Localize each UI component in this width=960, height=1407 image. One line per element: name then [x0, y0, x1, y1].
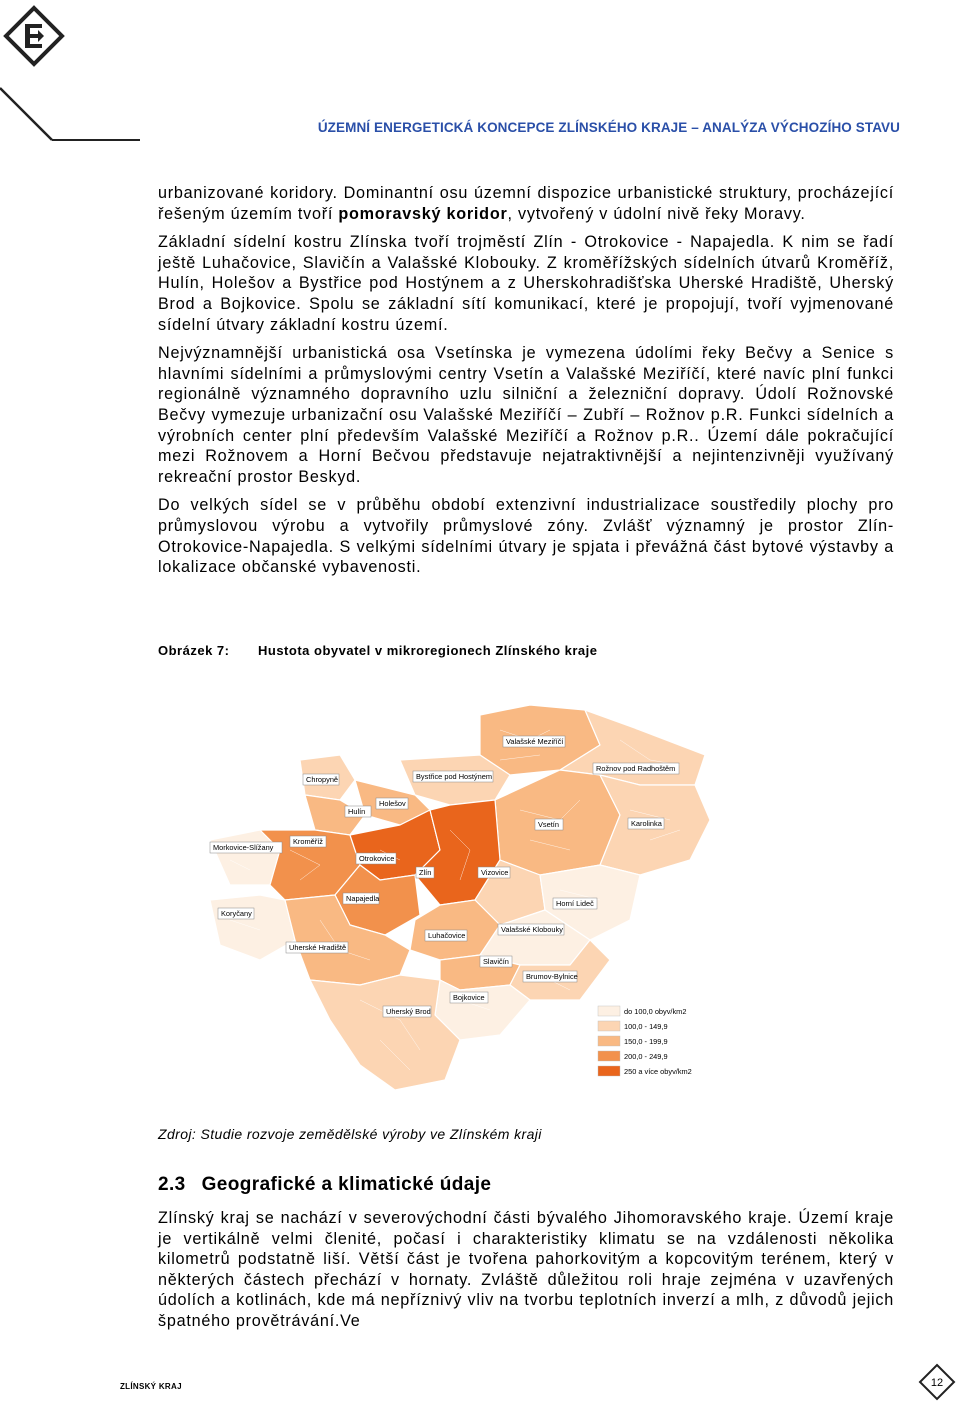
label-hulin: Hulín	[348, 807, 366, 816]
label-valasske-mezirici: Valašské Meziříčí	[506, 737, 564, 746]
label-brumov: Brumov-Bylnice	[526, 972, 578, 981]
population-density-map	[200, 700, 720, 1120]
label-luhacovice: Luhačovice	[428, 931, 466, 940]
paragraph-2: Základní sídelní kostru Zlínska tvoří trojměstí Zlín - Otrokovice - Napajedla. K nim se řadí ještě Luhačovice, Slavičín a Valašské Klobouky. Z kroměřížských sídelních útvarů Kroměříž, Hulín, Holešov a Bystřice pod Hostýnem a z Uherskohradišťska Uherské Hradiště, Uherský Brod a Bojkovice. Spolu se základní sítí komunikací, které je propojují, tvoří vyjmenované sídelní útvary základní kostru území.	[158, 233, 894, 334]
figure-source: Zdroj: Studie rozvoje zemědělské výroby ve Zlínském kraji	[158, 1126, 542, 1142]
figure-caption	[158, 643, 597, 658]
label-kromeriz: Kroměříž	[293, 837, 323, 846]
body-text	[158, 183, 894, 586]
label-morkovice: Morkovice-Slížany	[213, 843, 274, 852]
section-title: Geografické a klimatické údaje	[201, 1174, 492, 1195]
label-korycany: Koryčany	[221, 909, 252, 918]
label-horni-lidec: Horní Lideč	[556, 899, 594, 908]
label-uherske-hradiste: Uherské Hradiště	[289, 943, 347, 952]
label-slavicin: Slavičín	[483, 957, 509, 966]
section-heading	[158, 1174, 491, 1196]
footer-region-name: ZLÍNSKÝ KRAJ	[120, 1382, 182, 1391]
legend-label-3: 200,0 - 249,9	[624, 1052, 668, 1061]
label-chropyne: Chropyně	[306, 775, 339, 784]
company-logo	[0, 0, 140, 142]
label-vsetin: Vsetín	[538, 820, 559, 829]
legend-swatch-0	[598, 1006, 620, 1016]
legend-swatch-2	[598, 1036, 620, 1046]
label-zlin: Zlín	[419, 868, 432, 877]
section-body	[158, 1208, 894, 1340]
figure-title: Hustota obyvatel v mikroregionech Zlínského kraje	[258, 643, 598, 658]
legend-swatch-3	[598, 1051, 620, 1061]
paragraph-3: Nejvýznamnější urbanistická osa Vsetínska je vymezena údolími řeky Bečvy a Senice s hlavními sídelními a průmyslovými centry Vsetín a Valašské Meziříčí, které navíc plní funkci regionálně významného dopravního uzlu silniční a železniční dopravy. Údolí Rožnovské Bečvy vymezuje urbanizační osu Valašské Meziříčí – Zubří – Rožnov p.R. Funkci sídelních a výrobních center plní především Valašské Meziříčí a Rožnov p.R.. Území dále pokračující mezi Rožnovem a Horní Bečvou představuje nejatraktivnější a nejintenzivněji využívaný rekreační prostor Beskyd.	[158, 344, 894, 486]
paragraph-1-text-b: , vytvořený v údolní nivě řeky Moravy.	[507, 204, 806, 223]
label-bojkovice: Bojkovice	[453, 993, 485, 1002]
legend-label-2: 150,0 - 199,9	[624, 1037, 668, 1046]
region-uhersky-brod	[310, 975, 460, 1090]
paragraph-1	[158, 183, 894, 224]
label-valasske-klobouky: Valašské Klobouky	[501, 925, 563, 934]
label-roznov: Rožnov pod Radhoštěm	[596, 764, 676, 773]
label-napajedla: Napajedla	[346, 894, 380, 903]
legend-label-1: 100,0 - 149,9	[624, 1022, 668, 1031]
figure-number: Obrázek 7:	[158, 643, 230, 658]
paragraph-1-text-a: urbanizované koridory. Dominantní osu územní dispozice urbanistické struktury, procházející řešeným územím tvoří	[158, 184, 894, 223]
legend-swatch-4	[598, 1066, 620, 1076]
label-vizovice: Vizovice	[481, 868, 509, 877]
legend-swatch-1	[598, 1021, 620, 1031]
document-header-title: ÚZEMNÍ ENERGETICKÁ KONCEPCE ZLÍNSKÉHO KRAJE – ANALÝZA VÝCHOZÍHO STAVU	[317, 120, 900, 135]
label-karolinka: Karolinka	[631, 819, 662, 828]
legend-label-0: do 100,0 obyv/km2	[624, 1007, 687, 1016]
legend-label-4: 250 a více obyv/km2	[624, 1067, 692, 1076]
paragraph-4: Do velkých sídel se v průběhu období extenzivní industrializace soustředily plochy pro průmyslovou výrobu a vytvořily průmyslové zóny. Zvlášť významný je prostor Zlín-Otrokovice-Napajedla. S velkými sídelními útvary je spjata i převážná část bytové výstavby a lokalizace občanské vybavenosti.	[158, 496, 894, 577]
label-holesov: Holešov	[379, 799, 406, 808]
page-number: 12	[930, 1377, 944, 1389]
label-otrokovice: Otrokovice	[359, 854, 395, 863]
label-uhersky-brod: Uherský Brod	[386, 1007, 431, 1016]
page-number-badge	[918, 1363, 956, 1401]
label-bystrice: Bystřice pod Hostýnem	[416, 772, 492, 781]
section-paragraph-1: Zlínský kraj se nachází v severovýchodní části bývalého Jihomoravského kraje. Území kraje je vertikálně velmi členité, počasí i charakteristiky klimatu se na vzdálenosti několika kilometrů podstatně liší. Větší část je tvořena pahorkovitým a kopcovitým terénem, který v některých částech přechází v hornaty. Zvláště důležitou roli hraje zejména v uzavřených údolích a kotlinách, kde má nepříznivý vliv na tvorbu teplotních inverzí a mlh, z důvodů jejich špatného provětrávání.Ve	[158, 1209, 894, 1330]
map-legend	[598, 1006, 692, 1076]
section-number: 2.3	[158, 1174, 186, 1195]
paragraph-1-bold: pomoravský koridor	[338, 204, 508, 223]
